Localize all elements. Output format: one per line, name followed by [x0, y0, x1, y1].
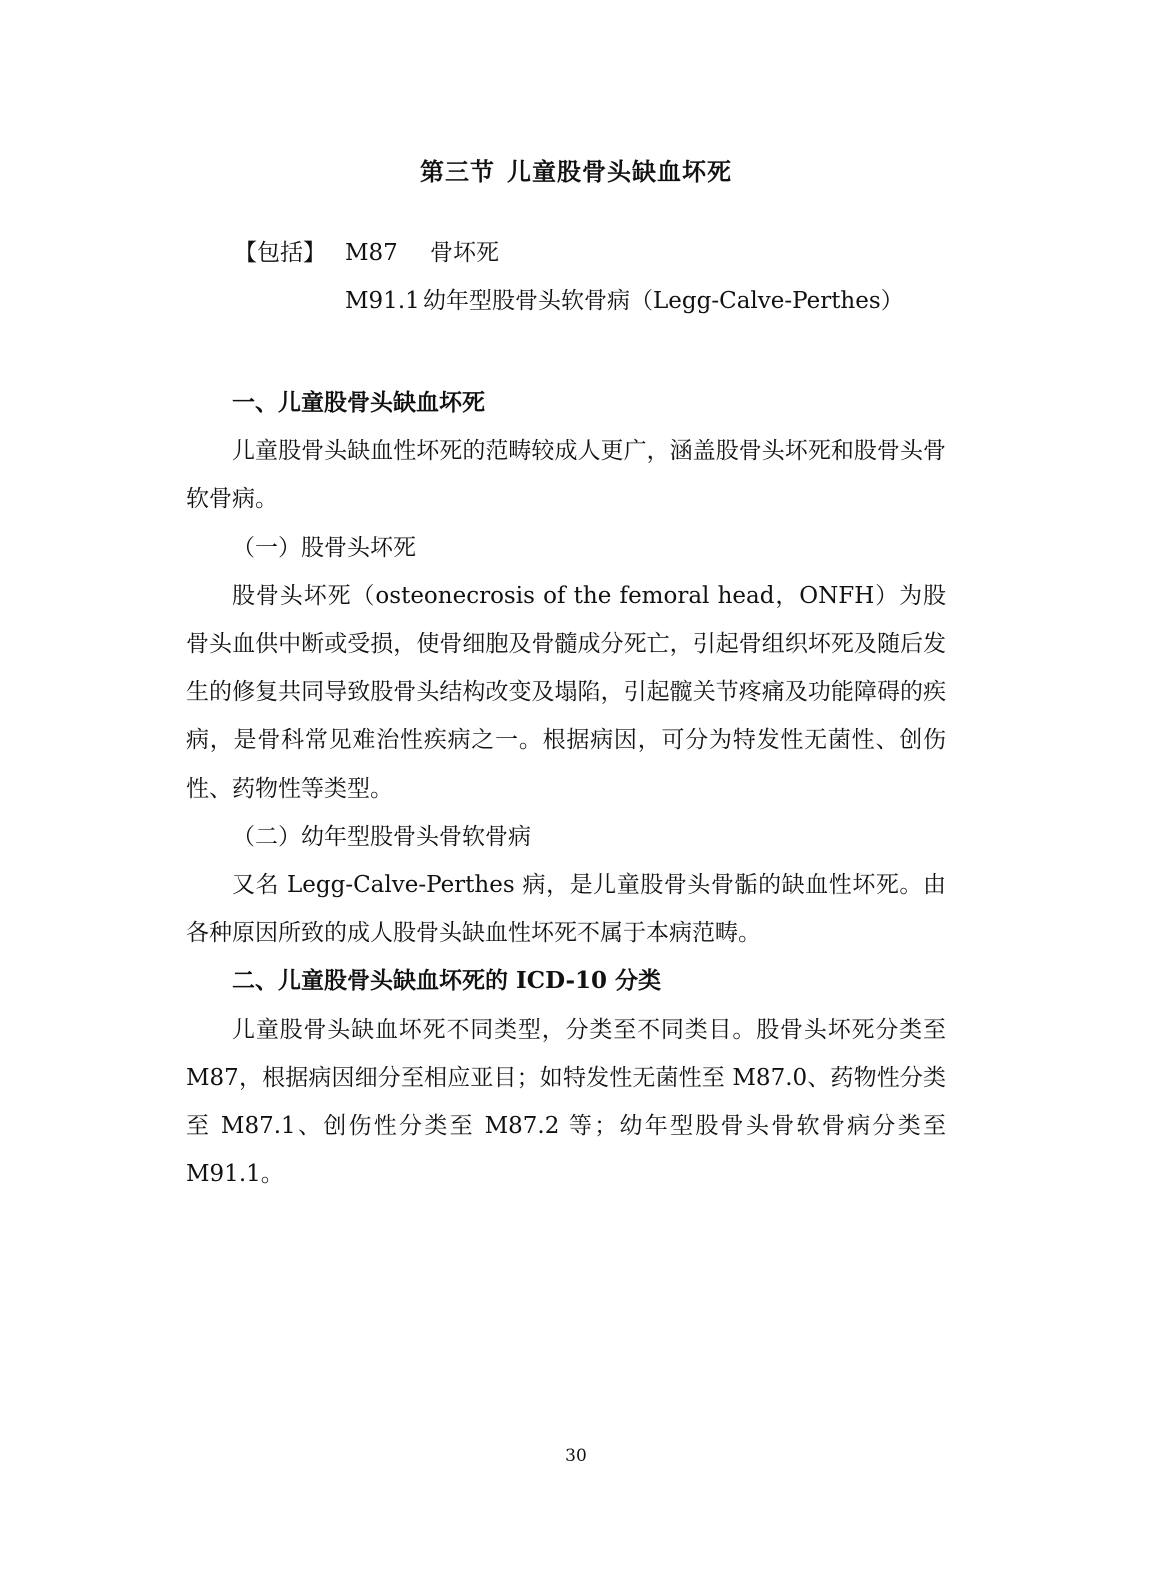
heading-2: 二、儿童股骨头缺血坏死的 ICD-10 分类	[232, 967, 662, 995]
section-number: 第三节	[420, 157, 495, 186]
include-code: M87	[345, 240, 398, 266]
body-paragraph: 儿童股骨头缺血性坏死的范畴较成人更广，涵盖股骨头坏死和股骨头骨软骨病。	[186, 438, 946, 513]
subheading-1: （一）股骨头坏死	[232, 534, 416, 561]
include-name: 幼年型股骨头软骨病（Legg-Calve-Perthes）	[423, 288, 904, 314]
include-code: M91.1	[345, 288, 420, 314]
include-name: 骨坏死	[430, 240, 499, 266]
body-paragraph: 股骨头坏死（osteonecrosis of the femoral head，ONFH）为股骨头血供中断或受损，使骨细胞及骨髓成分死亡，引起骨组织坏死及随后发生的修复共同导致股骨头结构改变及塌陷，引起髋关节疼痛及功能障碍的疾病，是骨科常见难治性疾病之一。根据病因，可分为特发性无菌性、创伤性、药物性等类型。	[186, 582, 946, 802]
document-body	[186, 379, 946, 1198]
body-paragraph: 儿童股骨头缺血坏死不同类型，分类至不同类目。股骨头坏死分类至 M87，根据病因细分至相应亚目；如特发性无菌性至 M87.0、药物性分类至 M87.1、创伤性分类至 M87.2 等；幼年型股骨头骨软骨病分类至 M91.1。	[186, 1016, 946, 1188]
subheading-2: （二）幼年型股骨头骨软骨病	[232, 823, 531, 850]
includes-label: 【包括】	[234, 240, 326, 266]
heading-1: 一、儿童股骨头缺血坏死	[232, 389, 485, 416]
page-number: 30	[565, 1446, 587, 1466]
section-title	[0, 155, 1152, 189]
section-heading: 儿童股骨头缺血坏死	[507, 157, 732, 186]
body-paragraph: 又名 Legg-Calve-Perthes 病，是儿童股骨头骨骺的缺血性坏死。由各种原因所致的成人股骨头缺血性坏死不属于本病范畴。	[186, 872, 946, 947]
